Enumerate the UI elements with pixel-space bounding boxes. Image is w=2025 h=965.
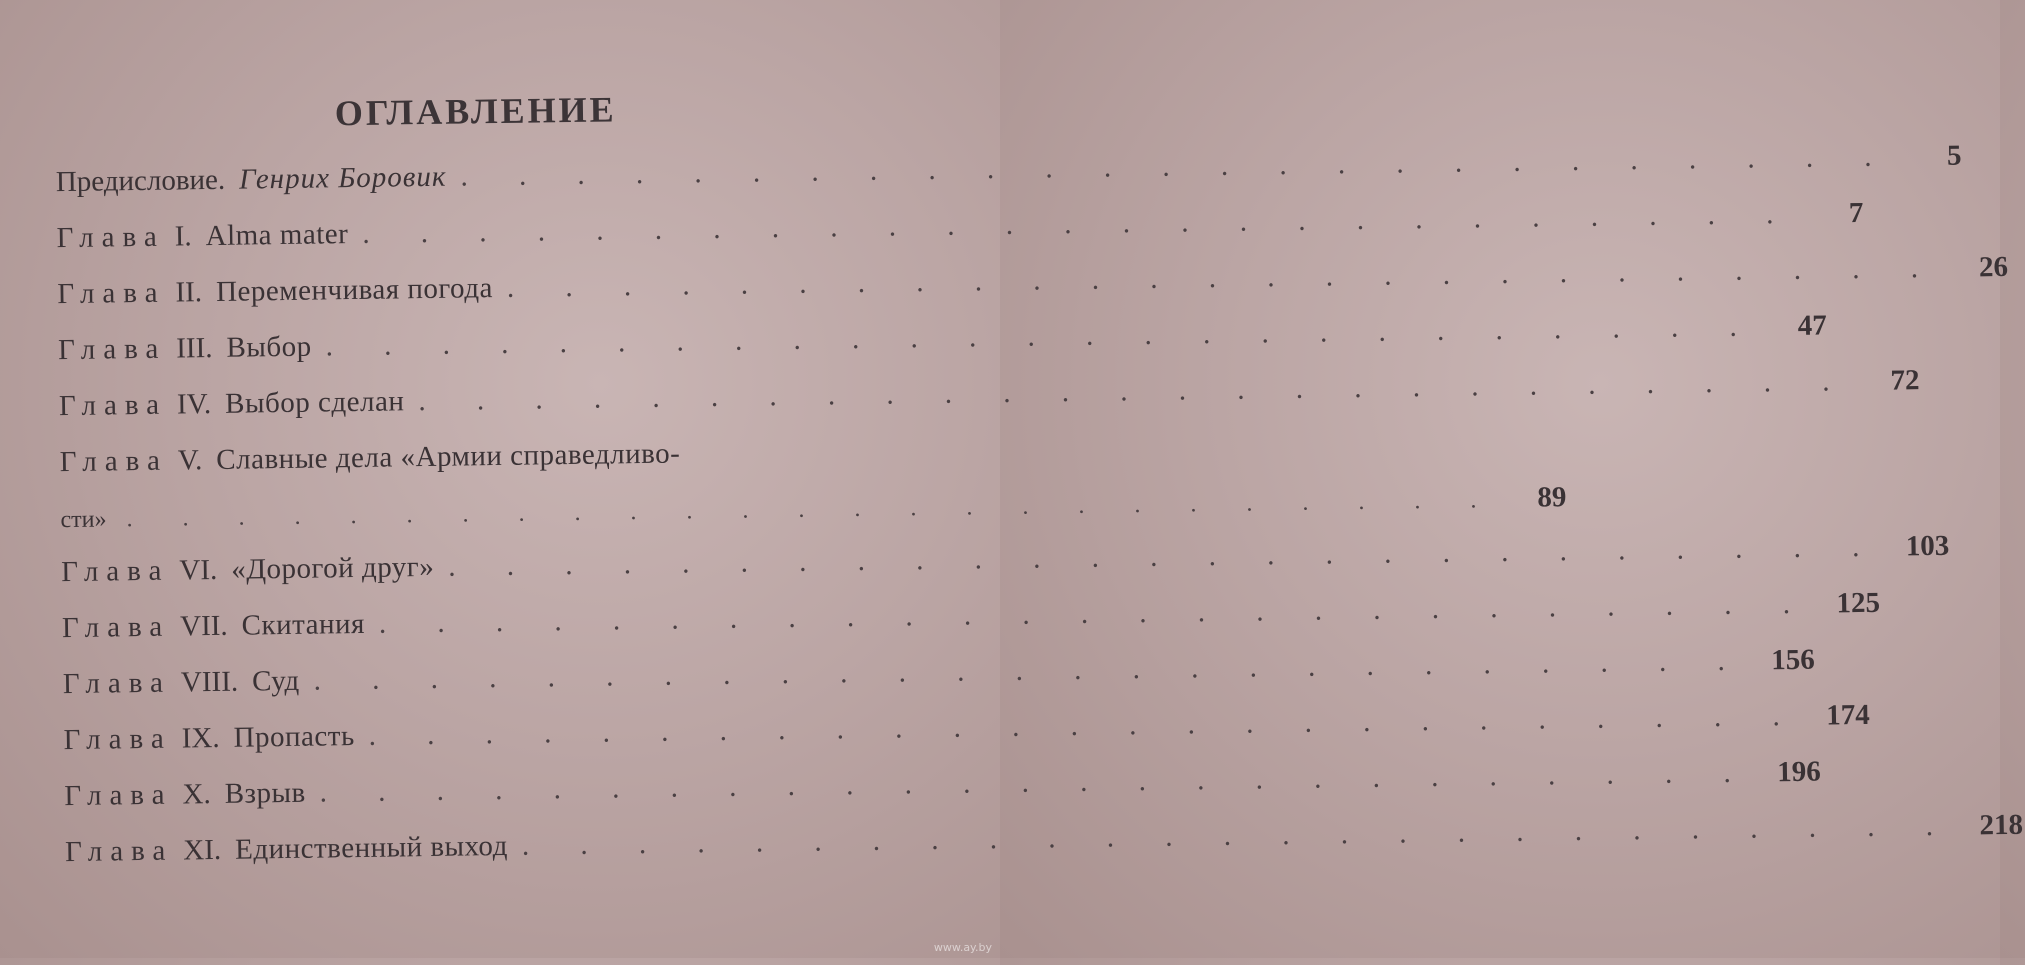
page-number: 26 — [1978, 250, 2009, 284]
chapter-title: Славные дела «Армии справедливо- — [216, 437, 681, 476]
toc-title: ОГЛАВЛЕНИЕ — [334, 89, 617, 134]
chapter-word: Глава — [58, 388, 168, 423]
chapter-word: Глава — [57, 276, 166, 311]
page-number: 125 — [1836, 586, 1881, 620]
chapter-numeral: XI. — [183, 833, 222, 867]
dot-leader: . . . . . . . . . . . . . . . . . . . . . . . . . — [460, 140, 1894, 193]
dot-leader: . . . . . . . . . . . . . . . . . . . . . . . . . — [319, 756, 1754, 809]
chapter-word: Глава — [59, 444, 169, 479]
chapter-numeral: III. — [176, 332, 213, 365]
chapter-title: Alma mater — [205, 218, 349, 253]
dot-leader: . . . . . . . . . . . . . . . . . . . . . . . . . — [313, 644, 1747, 697]
chapter-word: Глава — [61, 610, 171, 645]
chapter-numeral: VI. — [179, 553, 218, 587]
chapter-numeral: X. — [182, 778, 211, 811]
dot-leader: . . . . . . . . . . . . . . . . . . . . . . . . . — [447, 530, 1882, 583]
chapter-word: Глава — [56, 220, 165, 255]
dot-leader: . . . . . . . . . . . . . . . . . . . . . . . . . — [362, 197, 1796, 250]
page-number: 218 — [1979, 808, 2024, 842]
dot-leader: . . . . . . . . . . . . . . . . . . . . . . . . . — [418, 365, 1852, 418]
dot-leader: . . . . . . . . . . . . . . . . . . . . . . . . . — [368, 699, 1803, 752]
chapter-numeral: VIII. — [180, 665, 239, 699]
chapter-title-continuation-line — [60, 481, 1567, 535]
chapter-numeral: I. — [174, 220, 192, 253]
chapter-word: Глава — [61, 554, 170, 589]
chapter-title: Скитания — [241, 607, 366, 642]
page-number: 7 — [1848, 196, 1864, 230]
chapter-numeral: V. — [177, 444, 203, 477]
dot-leader: . . . . . . . . . . . . . . . . . . . . . . . . . — [325, 310, 1759, 363]
chapter-title: Выбор — [226, 330, 312, 364]
chapter-title-continuation: сти» — [60, 506, 107, 534]
chapter-title: Взрыв — [224, 776, 306, 810]
page-number: 174 — [1826, 698, 1870, 732]
chapter-title: Единственный выход — [234, 829, 509, 866]
toc-list — [55, 139, 2024, 892]
page-number: 5 — [1946, 139, 1962, 172]
page-number: 47 — [1797, 309, 1827, 342]
page-number: 156 — [1771, 643, 1815, 677]
page-number: 72 — [1890, 364, 1920, 397]
preface-author: Генрих Боровик — [238, 160, 447, 196]
toc-entry-chapter-5 — [59, 434, 1567, 556]
page-number: 196 — [1777, 755, 1821, 789]
page-number: 89 — [1537, 481, 1567, 514]
chapter-word: Глава — [63, 722, 172, 757]
dot-leader: . . . . . . . . . . . . . . . . . . . . . . . . . — [126, 487, 1499, 533]
chapter-word: Глава — [57, 332, 167, 367]
dot-leader: . . . . . . . . . . . . . . . . . . . . . . . . . — [378, 587, 1813, 640]
toc-entry-chapter-11 — [64, 808, 2024, 892]
chapter-title: Переменчивая погода — [215, 272, 494, 308]
chapter-title: «Дорогой друг» — [231, 550, 435, 586]
page-number: 103 — [1905, 529, 1950, 563]
dot-leader: . . . . . . . . . . . . . . . . . . . . . . . . . — [521, 809, 1956, 862]
chapter-word: Глава — [64, 834, 174, 869]
dot-leader: . . . . . . . . . . . . . . . . . . . . . . . . . — [506, 251, 1941, 304]
chapter-numeral: II. — [175, 276, 203, 309]
chapter-title: Суд — [251, 664, 300, 698]
chapter-title: Пропасть — [233, 720, 355, 754]
chapter-numeral: IX. — [181, 721, 220, 755]
chapter-word: Глава — [64, 778, 173, 813]
watermark: www.ay.by — [933, 941, 992, 954]
chapter-title: Выбор сделан — [224, 385, 405, 420]
chapter-numeral: IV. — [176, 388, 212, 421]
chapter-numeral: VII. — [179, 609, 228, 643]
chapter-word: Глава — [62, 666, 172, 701]
preface-label: Предисловие. — [55, 163, 226, 199]
